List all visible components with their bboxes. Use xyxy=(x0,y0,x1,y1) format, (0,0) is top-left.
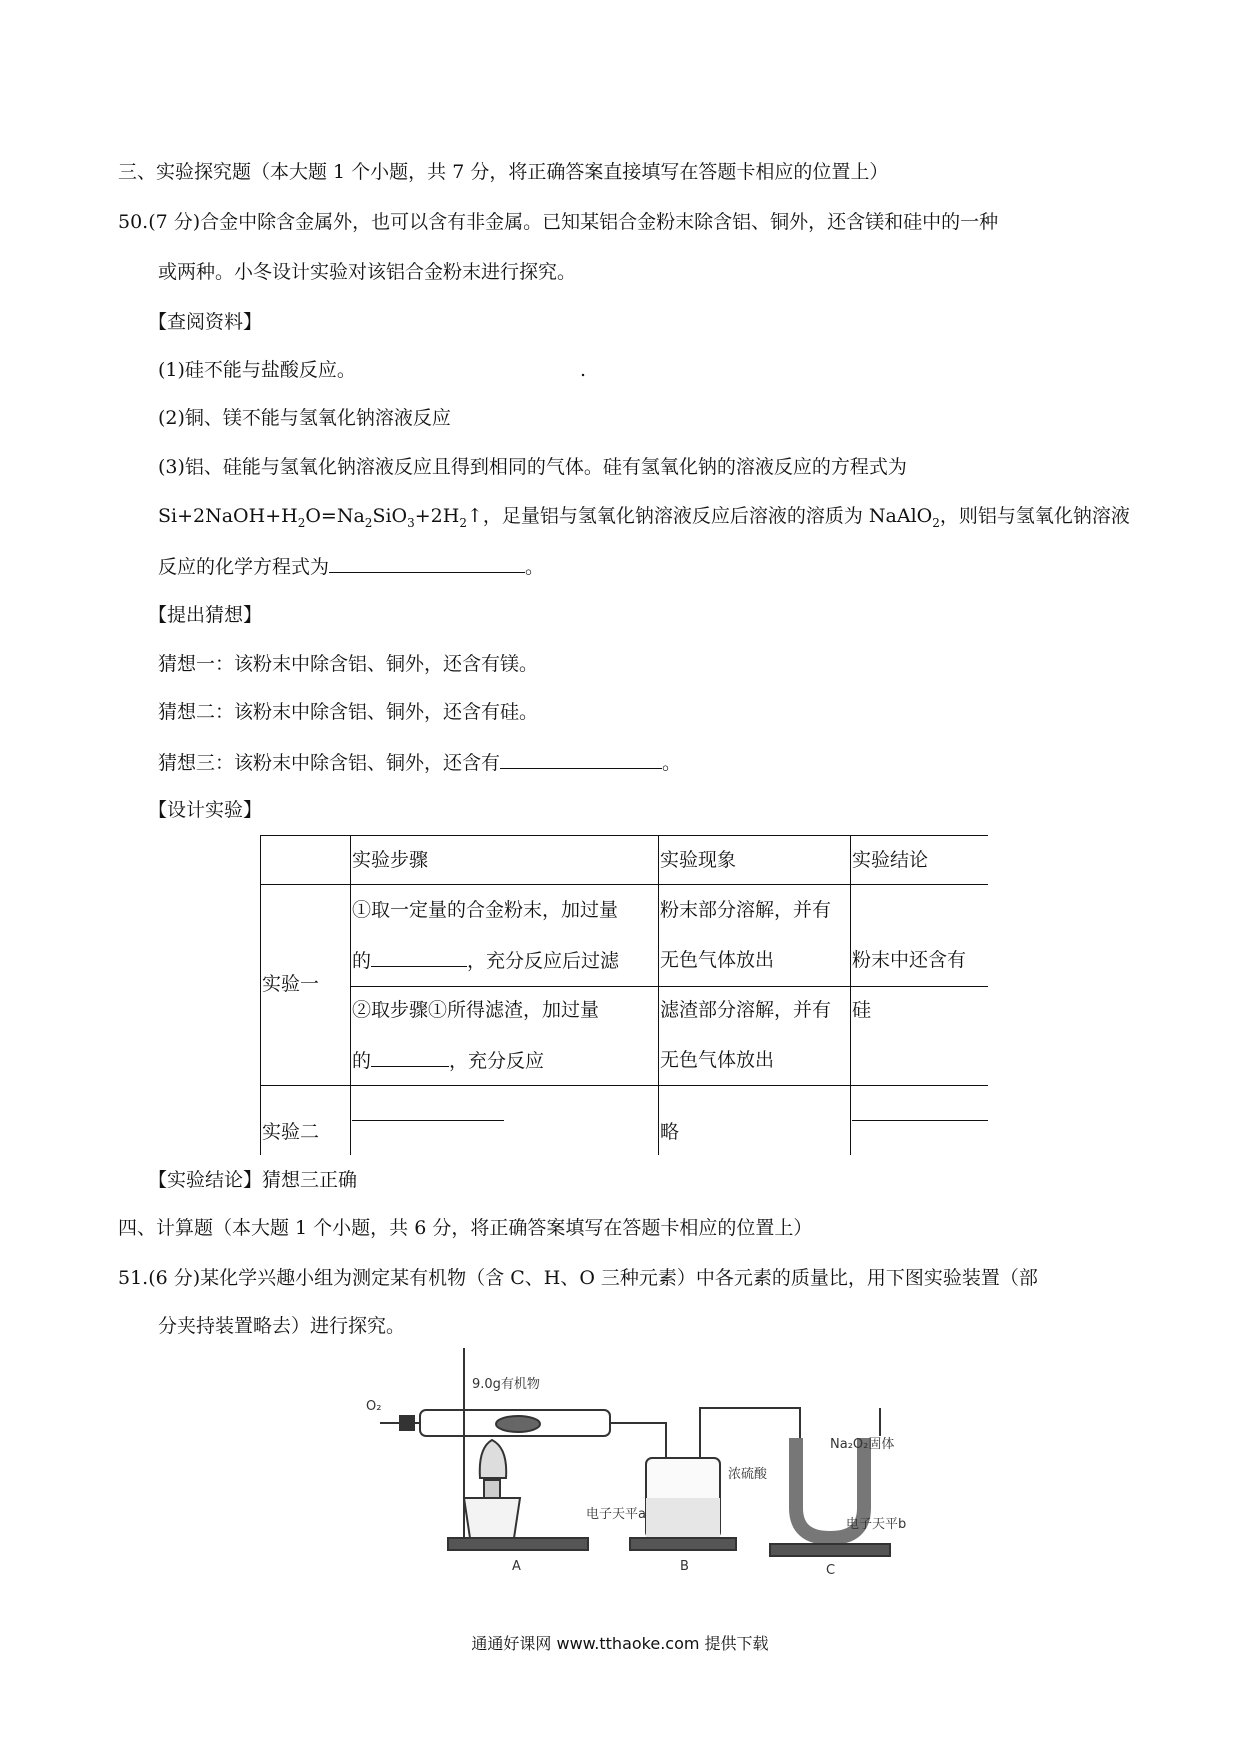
hypothesis-2: 猜想二：该粉末中除含铝、铜外，还含有硅。 xyxy=(158,701,539,723)
section-4-heading: 四、计算题（本大题 1 个小题，共 6 分，将正确答案填写在答题卡相应的位置上） xyxy=(118,1217,813,1239)
experiment-1-label: 实验一 xyxy=(262,973,320,995)
subscript: 2 xyxy=(364,515,373,530)
section-3-heading: 三、实验探究题（本大题 1 个小题，共 7 分，将正确答案直接填写在答题卡相应的位置上） xyxy=(118,161,889,183)
answer-blank-exp2-conclusion[interactable] xyxy=(852,1120,988,1121)
exp1-step1-line1: ①取一定量的合金粉末，加过量 xyxy=(352,899,619,921)
period: 。 xyxy=(525,556,545,578)
stand-base xyxy=(448,1538,588,1550)
balance-a xyxy=(630,1538,736,1550)
balance-b-label: 电子天平b xyxy=(846,1517,907,1532)
q51-line-2: 分夹持装置略去）进行探究。 xyxy=(158,1315,406,1337)
table-rule xyxy=(260,835,988,836)
reference-item-2: (2)铜、镁不能与氢氧化钠溶液反应 xyxy=(158,407,451,429)
exp1-step2-line2 xyxy=(352,1048,544,1073)
table-rule xyxy=(350,835,351,1155)
hypothesis-heading: 【提出猜想】 xyxy=(148,604,263,626)
exp1-step2-post: ，充分反应 xyxy=(449,1050,545,1072)
header-steps: 实验步骤 xyxy=(352,849,429,871)
header-conclusion: 实验结论 xyxy=(852,849,929,871)
experiment-2-label: 实验二 xyxy=(262,1121,320,1143)
table-rule xyxy=(850,835,851,1155)
exp1-conclusion-line1: 粉末中还含有 xyxy=(852,949,967,971)
connecting-tube-bc xyxy=(700,1408,800,1458)
design-heading: 【设计实验】 xyxy=(148,799,263,821)
balance-b xyxy=(770,1544,890,1556)
hypothesis-3 xyxy=(158,750,681,775)
reference-heading: 【查阅资料】 xyxy=(148,311,263,333)
exp1-phenomenon1-line2: 无色气体放出 xyxy=(660,949,775,971)
tube-stopper xyxy=(400,1416,414,1430)
table-rule xyxy=(260,884,988,885)
balance-a-label: 电子天平a xyxy=(586,1507,646,1522)
label-b: B xyxy=(680,1559,689,1574)
connecting-tube-ab xyxy=(610,1423,666,1458)
silicon-equation-line xyxy=(158,504,1130,535)
exp1-conclusion-line2: 硅 xyxy=(852,999,872,1021)
label-a: A xyxy=(512,1559,521,1574)
acid-liquid xyxy=(646,1498,720,1538)
prompt-text: 反应的化学方程式为 xyxy=(158,556,330,578)
period: 。 xyxy=(662,752,682,774)
apparatus-figure xyxy=(360,1348,940,1578)
hypothesis-1: 猜想一：该粉末中除含铝、铜外，还含有镁。 xyxy=(158,653,539,675)
header-phenomena: 实验现象 xyxy=(660,849,737,871)
equation-part: +2H xyxy=(414,505,460,527)
na2o2-label: Na₂O₂固体 xyxy=(830,1437,895,1452)
answer-blank-reagent-1[interactable] xyxy=(371,948,467,967)
q51-line-1: 51.(6 分)某化学兴趣小组为测定某有机物（含 C、H、O 三种元素）中各元素的质量比，用下图实验装置（部 xyxy=(118,1267,1038,1289)
acid-label: 浓硫酸 xyxy=(728,1467,768,1482)
table-rule xyxy=(260,835,261,1155)
equation-part: ↑，足量铝与氢氧化钠溶液反应后溶液的溶质为 NaAlO xyxy=(466,505,933,527)
label-c: C xyxy=(826,1563,836,1578)
alcohol-lamp xyxy=(464,1498,520,1538)
lamp-wick-holder xyxy=(484,1480,500,1498)
answer-blank-equation[interactable] xyxy=(329,554,525,573)
table-rule xyxy=(350,986,988,987)
exp1-phenomenon1-line1: 粉末部分溶解，并有 xyxy=(660,899,832,921)
table-rule xyxy=(658,835,659,1155)
equation-part: SiO xyxy=(372,505,408,527)
o2-label: O₂ xyxy=(366,1399,382,1414)
equation-part: Si+2NaOH+H xyxy=(158,505,298,527)
exp1-step1-post: ，充分反应后过滤 xyxy=(467,950,620,972)
exp1-phenomenon2-line1: 滤渣部分溶解，并有 xyxy=(660,999,832,1021)
reference-item-1-text: (1)硅不能与盐酸反应。 xyxy=(158,359,356,381)
q50-line-1: 50.(7 分)合金中除含金属外，也可以含有非金属。已知某铝合金粉末除含铝、铜外，还含镁和硅中的一种 xyxy=(118,211,999,233)
experiment-2-phenomenon: 略 xyxy=(660,1121,680,1143)
equation-part: O=Na xyxy=(305,505,365,527)
stray-dot: . xyxy=(579,359,587,381)
exp1-step2-pre: 的 xyxy=(352,1050,372,1072)
exp1-step1-line2 xyxy=(352,948,619,973)
exp1-step1-pre: 的 xyxy=(352,950,372,972)
subscript: 2 xyxy=(297,515,306,530)
equation-part: ，则铝与氢氧化钠溶液 xyxy=(939,505,1130,527)
reference-item-3: (3)铝、硅能与氢氧化钠溶液反应且得到相同的气体。硅有氢氧化钠的溶液反应的方程式为 xyxy=(158,456,907,478)
exp1-phenomenon2-line2: 无色气体放出 xyxy=(660,1049,775,1071)
answer-blank-exp2-step[interactable] xyxy=(352,1120,504,1121)
aluminum-equation-prompt xyxy=(158,554,544,579)
q50-line-2: 或两种。小冬设计实验对该铝合金粉末进行探究。 xyxy=(158,261,577,283)
organic-label: 9.0g有机物 xyxy=(472,1377,540,1392)
page-footer: 通通好课网 www.tthaoke.com 提供下载 xyxy=(471,1634,769,1653)
table-rule xyxy=(260,1085,988,1086)
flame-icon xyxy=(480,1440,506,1478)
answer-blank-hypothesis[interactable] xyxy=(500,750,662,769)
answer-blank-reagent-2[interactable] xyxy=(371,1048,449,1067)
subscript: 2 xyxy=(932,515,940,530)
organic-sample xyxy=(496,1416,540,1432)
exp1-step2-line1: ②取步骤①所得滤渣，加过量 xyxy=(352,999,600,1021)
hypothesis-3-text: 猜想三：该粉末中除含铝、铜外，还含有 xyxy=(158,752,501,774)
subscript: 2 xyxy=(459,515,467,530)
subscript: 3 xyxy=(407,515,415,530)
reference-item-1 xyxy=(158,358,586,382)
experiment-conclusion: 【实验结论】猜想三正确 xyxy=(148,1169,358,1191)
